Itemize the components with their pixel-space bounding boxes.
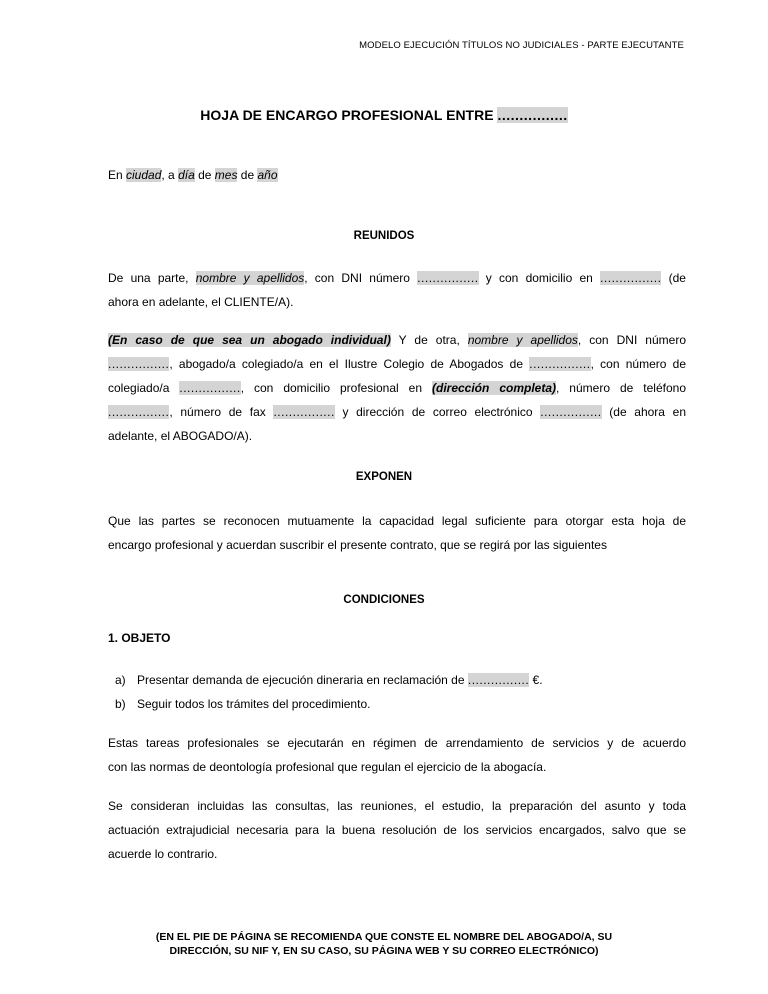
place-date-text: de: [194, 168, 215, 182]
lawyer-name-placeholder: nombre y apellidos: [467, 333, 578, 347]
text: , abogado/a colegiado/a en el Ilustre Colegio de Abogados de: [169, 357, 530, 371]
client-dni-blank: ................: [417, 271, 479, 285]
month-placeholder: mes: [214, 168, 238, 182]
city-placeholder: ciudad: [126, 168, 162, 182]
amount-blank: ................: [467, 673, 530, 687]
abogado-line-2: [108, 352, 686, 376]
text: colegiado/a: [108, 381, 180, 395]
condiciones-heading: CONDICIONES: [343, 594, 425, 606]
reunidos-paragraph: [108, 266, 686, 314]
page-footer-note: [0, 930, 768, 958]
place-date-text: , a: [161, 168, 179, 182]
title-blank: ................: [497, 107, 568, 123]
abogado-line-5: adelante, el ABOGADO/A).: [108, 429, 253, 443]
objeto-paragraph-1: [108, 731, 686, 779]
lawyer-dni-blank: ................: [108, 357, 170, 371]
list-marker: b): [115, 697, 126, 711]
text: , con número de: [590, 357, 687, 371]
objeto-heading: 1. OBJETO: [108, 631, 171, 645]
exponen-line-2: encargo profesional y acuerdan suscribir el presente contrato, que se regirá por las siguientes: [108, 538, 607, 552]
objeto-list: [115, 668, 543, 716]
page-header: MODELO EJECUCIÓN TÍTULOS NO JUDICIALES - PARTE EJECUTANTE: [359, 40, 684, 51]
text: De una parte,: [108, 271, 196, 285]
bar-association-blank: ................: [529, 357, 591, 371]
footer-line-1: (EN EL PIE DE PÁGINA SE RECOMIENDA QUE CONSTE EL NOMBRE DEL ABOGADO/A, SU: [155, 931, 613, 943]
exponen-heading: EXPONEN: [355, 471, 413, 483]
abogado-line-3: [108, 376, 686, 400]
document-title: [0, 107, 768, 123]
text: €.: [529, 673, 543, 687]
objeto-p1-line-1: Estas tareas profesionales se ejecutarán en régimen de arrendamiento de servicios y de acuerdo: [108, 736, 686, 750]
full-address-placeholder: (dirección completa): [432, 381, 556, 395]
place-date-text: de: [237, 168, 258, 182]
email-blank: ................: [540, 405, 602, 419]
text: (de ahora en: [601, 405, 687, 419]
text: (de: [661, 271, 686, 285]
fax-blank: ................: [273, 405, 335, 419]
exponen-line-1: Que las partes se reconocen mutuamente la capacidad legal suficiente para otorgar esta hoja de: [108, 514, 686, 528]
client-name-placeholder: nombre y apellidos: [195, 271, 305, 285]
abogado-line-1: [108, 328, 686, 352]
reunidos-line-2: ahora en adelante, el CLIENTE/A).: [108, 295, 294, 309]
list-item-text: [137, 668, 543, 692]
objeto-p2-line-3: acuerde lo contrario.: [108, 847, 218, 861]
text: , con domicilio profesional en: [240, 381, 432, 395]
abogado-paragraph: [108, 328, 686, 448]
bar-number-blank: ................: [179, 381, 241, 395]
text: , número de teléfono: [556, 381, 686, 395]
day-placeholder: día: [178, 168, 195, 182]
text: , con DNI número: [304, 271, 418, 285]
client-address-blank: ................: [600, 271, 662, 285]
footer-line-2: DIRECCIÓN, SU NIF Y, EN SU CASO, SU PÁGINA WEB Y SU CORREO ELECTRÓNICO): [169, 945, 599, 957]
text: Presentar demanda de ejecución dineraria en reclamación de: [137, 673, 468, 687]
exponen-paragraph: [108, 509, 686, 557]
reunidos-heading: REUNIDOS: [353, 230, 415, 242]
phone-blank: ................: [108, 405, 170, 419]
objeto-p2-line-2: actuación extrajudicial necesaria para la buena resolución de los servicios encargados, salvo que se: [108, 823, 686, 837]
place-date-text: En: [108, 168, 127, 182]
list-item-text: Seguir todos los trámites del procedimiento.: [137, 697, 371, 711]
list-item: [115, 692, 543, 716]
text: y dirección de correo electrónico: [334, 405, 541, 419]
title-text: HOJA DE ENCARGO PROFESIONAL ENTRE: [200, 107, 494, 123]
text: y con domicilio en: [478, 271, 601, 285]
list-item: [115, 668, 543, 692]
text: , número de fax: [169, 405, 274, 419]
objeto-p2-line-1: Se consideran incluidas las consultas, las reuniones, el estudio, la preparación del asunto y toda: [108, 799, 686, 813]
reunidos-line-1: [108, 266, 686, 290]
text: , con DNI número: [577, 333, 686, 347]
place-date-line: [108, 163, 686, 187]
text: Y de otra,: [390, 333, 468, 347]
objeto-paragraph-2: [108, 794, 686, 866]
individual-lawyer-note: (En caso de que sea un abogado individual): [108, 333, 391, 347]
year-placeholder: año: [257, 168, 278, 182]
objeto-p1-line-2: con las normas de deontología profesional que regulan el ejercicio de la abogacía.: [108, 760, 547, 774]
abogado-line-4: [108, 400, 686, 424]
list-marker: a): [115, 673, 126, 687]
